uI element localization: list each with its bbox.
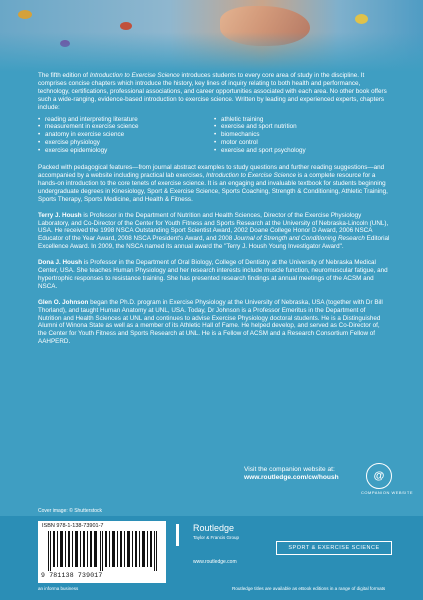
book-title: Introduction to Exercise Science (206, 171, 296, 179)
list-item: • reading and interpreting literature (38, 116, 214, 124)
barcode-icon (48, 531, 158, 571)
isbn: ISBN 978-1-138-73901-7 (42, 523, 104, 529)
author-name: Dona J. Housh (38, 259, 83, 267)
list-item: • exercise physiology (38, 139, 214, 147)
list-item: • measurement in exercise science (38, 123, 214, 131)
list-item: • athletic training (214, 116, 390, 124)
subject-badge: SPORT & EXERCISE SCIENCE (276, 541, 392, 555)
author-bio-dona: Dona J. Housh is Professor in the Department of Oral Biology, College of Dentistry at the University of Nebraska Medical Center, USA. She teaches Human Physiology and her research interests include muscle function, neuromuscular fatigue, and hypertrophic responses to resistance training. She has presented research findings at annual meetings of the ACSM and NSCA. (38, 259, 388, 290)
informa-tagline: an informa business (38, 586, 79, 591)
publisher-group: Taylor & Francis Group (193, 535, 240, 540)
publisher-url[interactable]: www.routledge.com (193, 559, 237, 565)
list-item: • exercise epidemiology (38, 147, 214, 155)
routledge-logo-icon (176, 524, 190, 546)
cover-credit: Cover image: © Shutterstock (38, 508, 102, 514)
list-item: • exercise and sport psychology (214, 147, 390, 155)
author-name: Terry J. Housh (38, 211, 82, 219)
barcode-block (38, 521, 166, 583)
chapter-topics (38, 116, 390, 156)
topics-left (38, 116, 214, 156)
companion-url[interactable]: www.routledge.com/cw/housh (244, 474, 339, 482)
list-item: • exercise and sport nutrition (214, 123, 390, 131)
climbing-hold (120, 22, 132, 30)
list-item: • anatomy in exercise science (38, 131, 214, 139)
photo-fade (0, 32, 423, 72)
companion-badge-label: COMPANION WEBSITE (361, 490, 413, 495)
list-item: • motor control (214, 139, 390, 147)
author-bio-glen: Glen O. Johnson began the Ph.D. program in Exercise Physiology at the University of Nebraska, USA (together with Dr Bill Thorland), and taught Human Anatomy at UNL, USA. Today, Dr Johnson is a Professor Emeritus in the Department of Nutrition and Health Sciences at UNL and continues to advise Exercise Physiology doctoral students. He is a Distinguished Alumni of Winona State as well as a member of its Athletic Hall of Fame. He helped develop, and served as Co-Director of, the Center for Youth Fitness and Sports Research at UNL. He is a Fellow of ACSM and a Research Consortium Fellow of AAHPERD. (38, 298, 383, 346)
author-name: Glen O. Johnson (38, 298, 89, 306)
author-bio-terry: Terry J. Housh is Professor in the Department of Nutrition and Health Sciences, Director of the Exercise Physiology Laboratory, and Co-Director of the Center for Youth Fitness and Sports Research at the University of Nebraska-Lincoln (UNL), USA. He received the 1998 NSCA Outstanding Sport Scientist Award, 2002 Doane College Honor D Award, 2006 NSCA Educator of the Year Award, 2008 NSCA President's Award, and 2008 Journal of Strength and Conditioning Research Editorial Excellence Award. In 2009, the NSCA named its annual award the "Terry J. Housh Young Investigator Award". (38, 211, 390, 251)
ebook-note: Routledge titles are available as eBook editions in a range of digital formats (232, 586, 386, 591)
list-item: • biomechanics (214, 131, 390, 139)
topics-right (214, 116, 390, 156)
cover-photo (0, 0, 423, 72)
features-paragraph: Packed with pedagogical features—from journal abstract examples to study questions and further reading suggestions—and accompanied by a website including practical lab exercises, Introduction to Exercise Science is a complete resource for a hands-on introduction to the core tenets of exercise science. It is an engaging and invaluable textbook for students beginning undergraduate degrees in Kinesiology, Sport & Exercise Science, Sports Coaching, Strength & Conditioning, Athletic Training, Sports Therapy, Sports Medicine, and Health & Fitness. (38, 164, 388, 203)
journal-title: Journal of Strength and Conditioning Research (233, 235, 365, 243)
book-title: Introduction to Exercise Science (89, 72, 180, 79)
companion-website-note: Visit the companion website at: www.routledge.com/cw/housh (244, 466, 339, 482)
companion-website-icon: @ (366, 463, 392, 489)
barcode-digits: 9 781138 739017 (41, 572, 103, 579)
intro-paragraph: The fifth edition of Introduction to Exercise Science introduces students to every core area of study in the discipline. It comprises concise chapters which introduce the history, key lines of inquiry relating to both health and performance, technology, certifications, professional associations, and career opportunities associated with each area. No other book offers such a wide-ranging, evidence-based introduction to exercise science. Written by leading and experienced experts, chapters include: (38, 72, 387, 111)
climbing-hold (355, 14, 368, 24)
publisher-name: Routledge (193, 523, 235, 533)
climbing-hold (18, 10, 32, 19)
back-cover-text (38, 72, 390, 354)
